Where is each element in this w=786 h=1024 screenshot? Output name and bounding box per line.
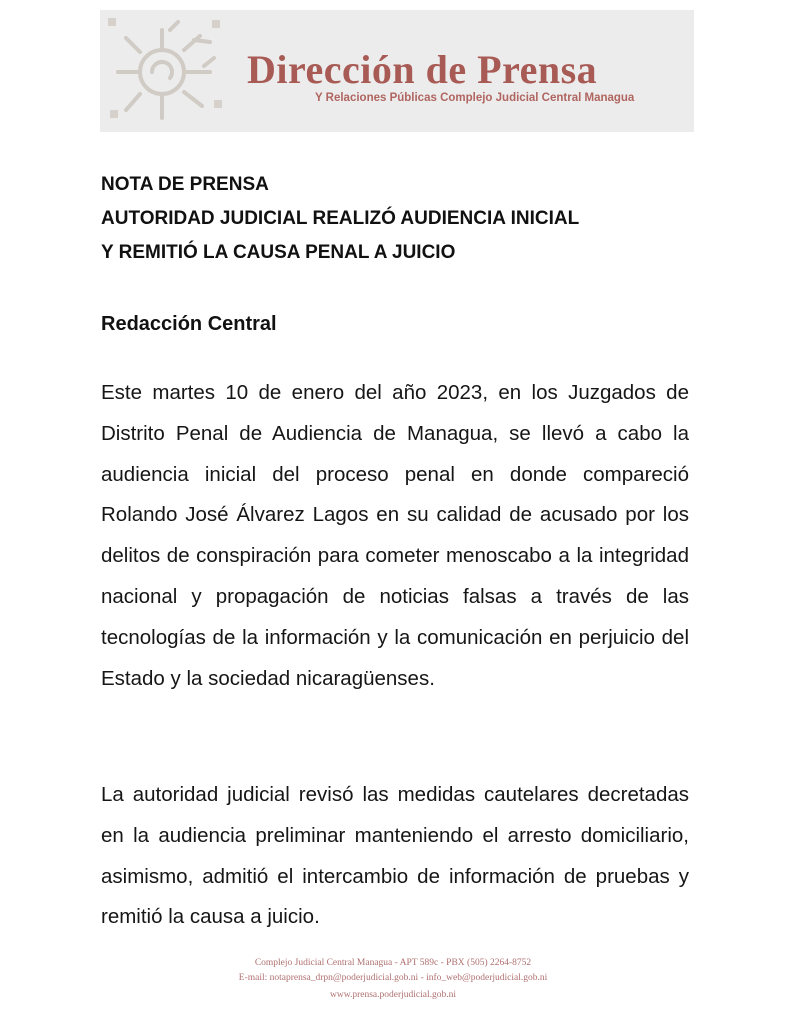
footer-website: www.prensa.poderjudicial.gob.ni <box>329 990 457 1000</box>
letterhead <box>100 10 694 132</box>
body-paragraph-1: Este martes 10 de enero del año 2023, en los Juzgados de Distrito Penal de Audiencia de Managua, se llevó a cabo la audiencia inicial del proceso penal en donde compareció Rolando José Álvarez Lagos en su calidad de acusado por los delitos de conspiración para cometer menoscabo a la integridad nacional y propagación de noticias falsas a través de las tecnologías de la información y la comunicación en perjuicio del Estado y la sociedad nicaragüenses. <box>101 381 689 690</box>
footer-emails: E-mail: notaprensa_drpn@poderjudicial.gob.ni - info_web@poderjudicial.gob.ni <box>238 973 548 983</box>
press-note-label: NOTA DE PRENSA <box>101 174 269 195</box>
footer-address: Complejo Judicial Central Managua - APT 589c - PBX (505) 2264-8752 <box>254 958 532 968</box>
body-paragraph-2: La autoridad judicial revisó las medidas cautelares decretadas en la audiencia preliminar manteniendo el arresto domiciliario, asimismo, admitió el intercambio de información de pruebas y remitió la causa a juicio. <box>101 783 689 929</box>
press-office-subtitle: Y Relaciones Públicas Complejo Judicial Central Managua <box>315 92 635 104</box>
press-office-title: Dirección de Prensa <box>247 47 598 92</box>
headline-line-2: Y REMITIÓ LA CAUSA PENAL A JUICIO <box>101 242 456 263</box>
press-release-heading <box>101 168 701 270</box>
headline-line-1: AUTORIDAD JUDICIAL REALIZÓ AUDIENCIA INICIAL <box>101 208 580 229</box>
judicial-emblem-icon <box>100 10 230 132</box>
byline: Redacción Central <box>101 313 277 335</box>
